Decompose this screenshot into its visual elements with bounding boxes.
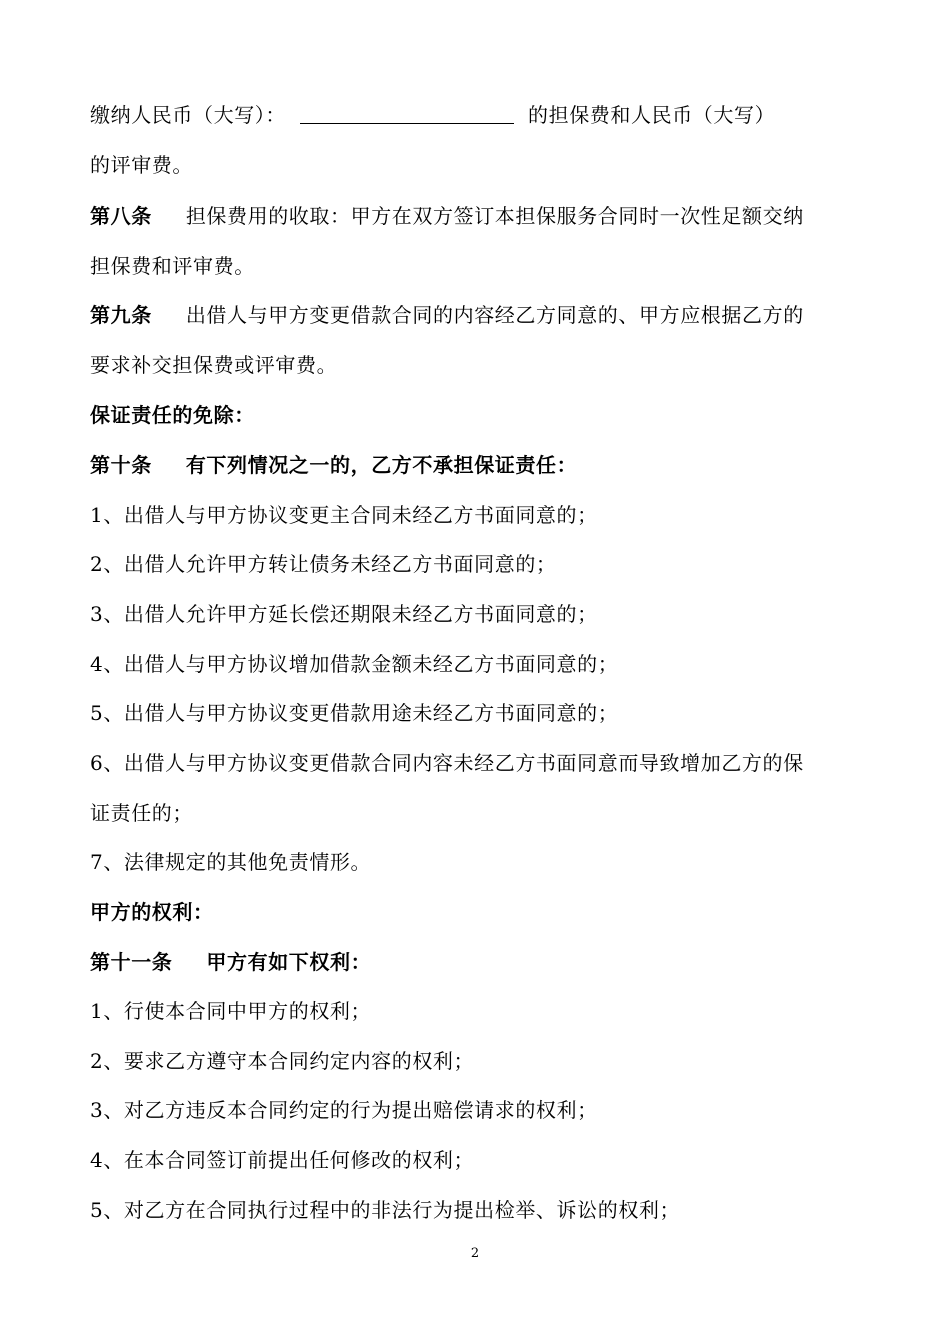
article-8-line-continued: [90, 252, 255, 280]
right-item-4: 4、在本合同签订前提出任何修改的权利；: [90, 1148, 475, 1172]
fee-line: [90, 101, 775, 129]
page-number: 2: [470, 1246, 480, 1261]
article-8-line: [90, 202, 804, 230]
fee-text-part1: 缴纳人民币（大写）：: [90, 103, 286, 127]
exemption-item-7: 7、法律规定的其他免责情形。: [90, 850, 372, 874]
article-11-label: 第十一条: [90, 950, 173, 974]
article-9-text-continued: 要求补交担保费或评审费。: [90, 353, 338, 377]
article-11-line: [90, 948, 371, 976]
article-10-line: [90, 451, 577, 479]
fee-line-continued: [90, 151, 193, 179]
exemption-item-2: 2、出借人允许甲方转让债务未经乙方书面同意的；: [90, 552, 557, 576]
article-8-text-continued: 担保费和评审费。: [90, 254, 255, 278]
article-8-label: 第八条: [90, 204, 152, 228]
exemption-item-5: 5、出借人与甲方协议变更借款用途未经乙方书面同意的；: [90, 701, 619, 725]
fee-text-part2: 的担保费和人民币（大写）: [528, 103, 776, 127]
fee-text-part3: 的评审费。: [90, 153, 193, 177]
article-9-line: [90, 301, 804, 329]
exemption-item-6: 6、出借人与甲方协议变更借款合同内容未经乙方书面同意而导致增加乙方的保: [90, 751, 804, 775]
article-10-label: 第十条: [90, 453, 152, 477]
article-9-line-continued: [90, 351, 337, 379]
article-10-text: 有下列情况之一的，乙方不承担保证责任：: [185, 453, 578, 477]
right-item-1: 1、行使本合同中甲方的权利；: [90, 999, 372, 1023]
article-9-label: 第九条: [90, 303, 152, 327]
section-heading-rights: 甲方的权利：: [90, 900, 214, 924]
exemption-item-4: 4、出借人与甲方协议增加借款金额未经乙方书面同意的；: [90, 652, 619, 676]
exemption-item-1: 1、出借人与甲方协议变更主合同未经乙方书面同意的；: [90, 503, 598, 527]
exemption-item-3: 3、出借人允许甲方延长偿还期限未经乙方书面同意的；: [90, 602, 598, 626]
article-8-text: 担保费用的收取：甲方在双方签订本担保服务合同时一次性足额交纳: [185, 204, 804, 228]
right-item-2: 2、要求乙方遵守本合同约定内容的权利；: [90, 1049, 475, 1073]
section-heading-exemption: 保证责任的免除：: [90, 403, 255, 427]
exemption-item-6-continued: 证责任的；: [90, 801, 193, 825]
right-item-3: 3、对乙方违反本合同约定的行为提出赔偿请求的权利；: [90, 1098, 598, 1122]
article-9-text: 出借人与甲方变更借款合同的内容经乙方同意的、甲方应根据乙方的: [185, 303, 804, 327]
fee-blank-underline[interactable]: [300, 103, 514, 124]
right-item-5: 5、对乙方在合同执行过程中的非法行为提出检举、诉讼的权利；: [90, 1198, 681, 1222]
article-11-text: 甲方有如下权利：: [206, 950, 372, 974]
